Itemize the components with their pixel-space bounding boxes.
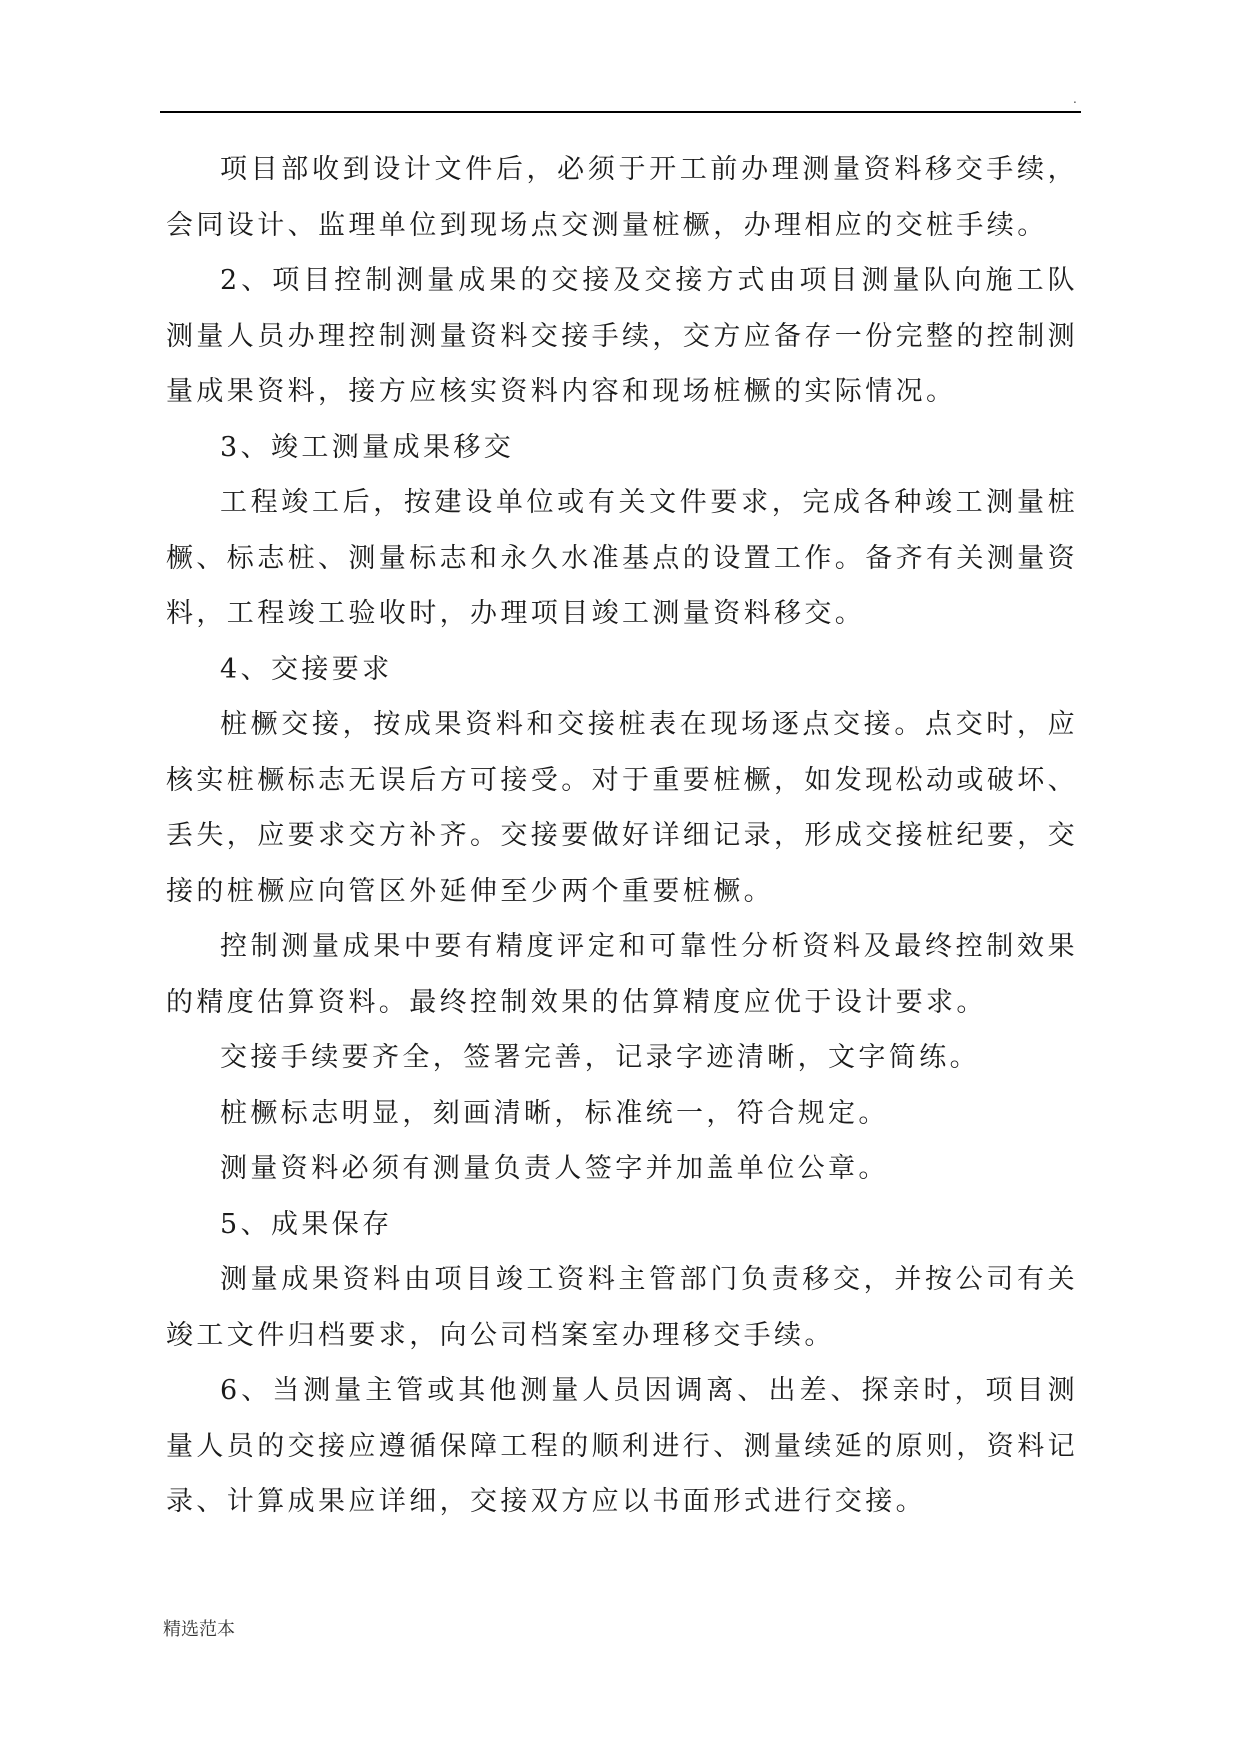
paragraph-signature-seal: 测量资料必须有测量负责人签字并加盖单位公章。 [220,1153,889,1184]
header-mark: . [1073,92,1077,106]
footer-label: 精选范本 [163,1619,235,1640]
paragraph-stake-handover: 桩橛交接，按成果资料和交接桩表在现场逐点交接。点交时，应核实桩橛标志无误后方可接受。对于重要桩橛，如发现松动或破坏、丢失，应要求交方补齐。交接要做好详细记录，形成交接桩纪要，交接的桩橛应向管区外延伸至少两个重要桩橛。 [166,709,1078,907]
paragraph-accuracy-assessment: 控制测量成果中要有精度评定和可靠性分析资料及最终控制效果的精度估算资料。最终控制效果的估算精度应优于设计要求。 [166,931,1078,1018]
heading-results-storage: 5、成果保存 [220,1208,393,1240]
paragraph-personnel-handover: 6、当测量主管或其他测量人员因调离、出差、探亲时，项目测量人员的交接应遵循保障工程的顺利进行、测量续延的原则，资料记录、计算成果应详细，交接双方应以书面形式进行交接。 [166,1375,1078,1517]
paragraph-stake-marks: 桩橛标志明显，刻画清晰，标准统一，符合规定。 [220,1097,889,1129]
paragraph-control-survey-handover: 2、项目控制测量成果的交接及交接方式由项目测量队向施工队测量人员办理控制测量资料交接手续，交方应备存一份完整的控制测量成果资料，接方应核实资料内容和现场桩橛的实际情况。 [166,265,1078,407]
document-body [166,142,1078,1530]
heading-completion-survey: 3、竣工测量成果移交 [220,431,515,463]
paragraph-handover-intro: 项目部收到设计文件后，必须于开工前办理测量资料移交手续，会同设计、监理单位到现场点交测量桩橛，办理相应的交桩手续。 [166,154,1078,241]
heading-handover-requirements: 4、交接要求 [220,653,393,685]
paragraph-procedures: 交接手续要齐全，签署完善，记录字迹清晰，文字简练。 [220,1042,980,1073]
paragraph-results-archive: 测量成果资料由项目竣工资料主管部门负责移交，并按公司有关竣工文件归档要求，向公司档案室办理移交手续。 [166,1264,1078,1351]
paragraph-completion-survey: 工程竣工后，按建设单位或有关文件要求，完成各种竣工测量桩橛、标志桩、测量标志和永久水准基点的设置工作。备齐有关测量资料，工程竣工验收时，办理项目竣工测量资料移交。 [166,487,1078,629]
header-rule [160,111,1081,113]
